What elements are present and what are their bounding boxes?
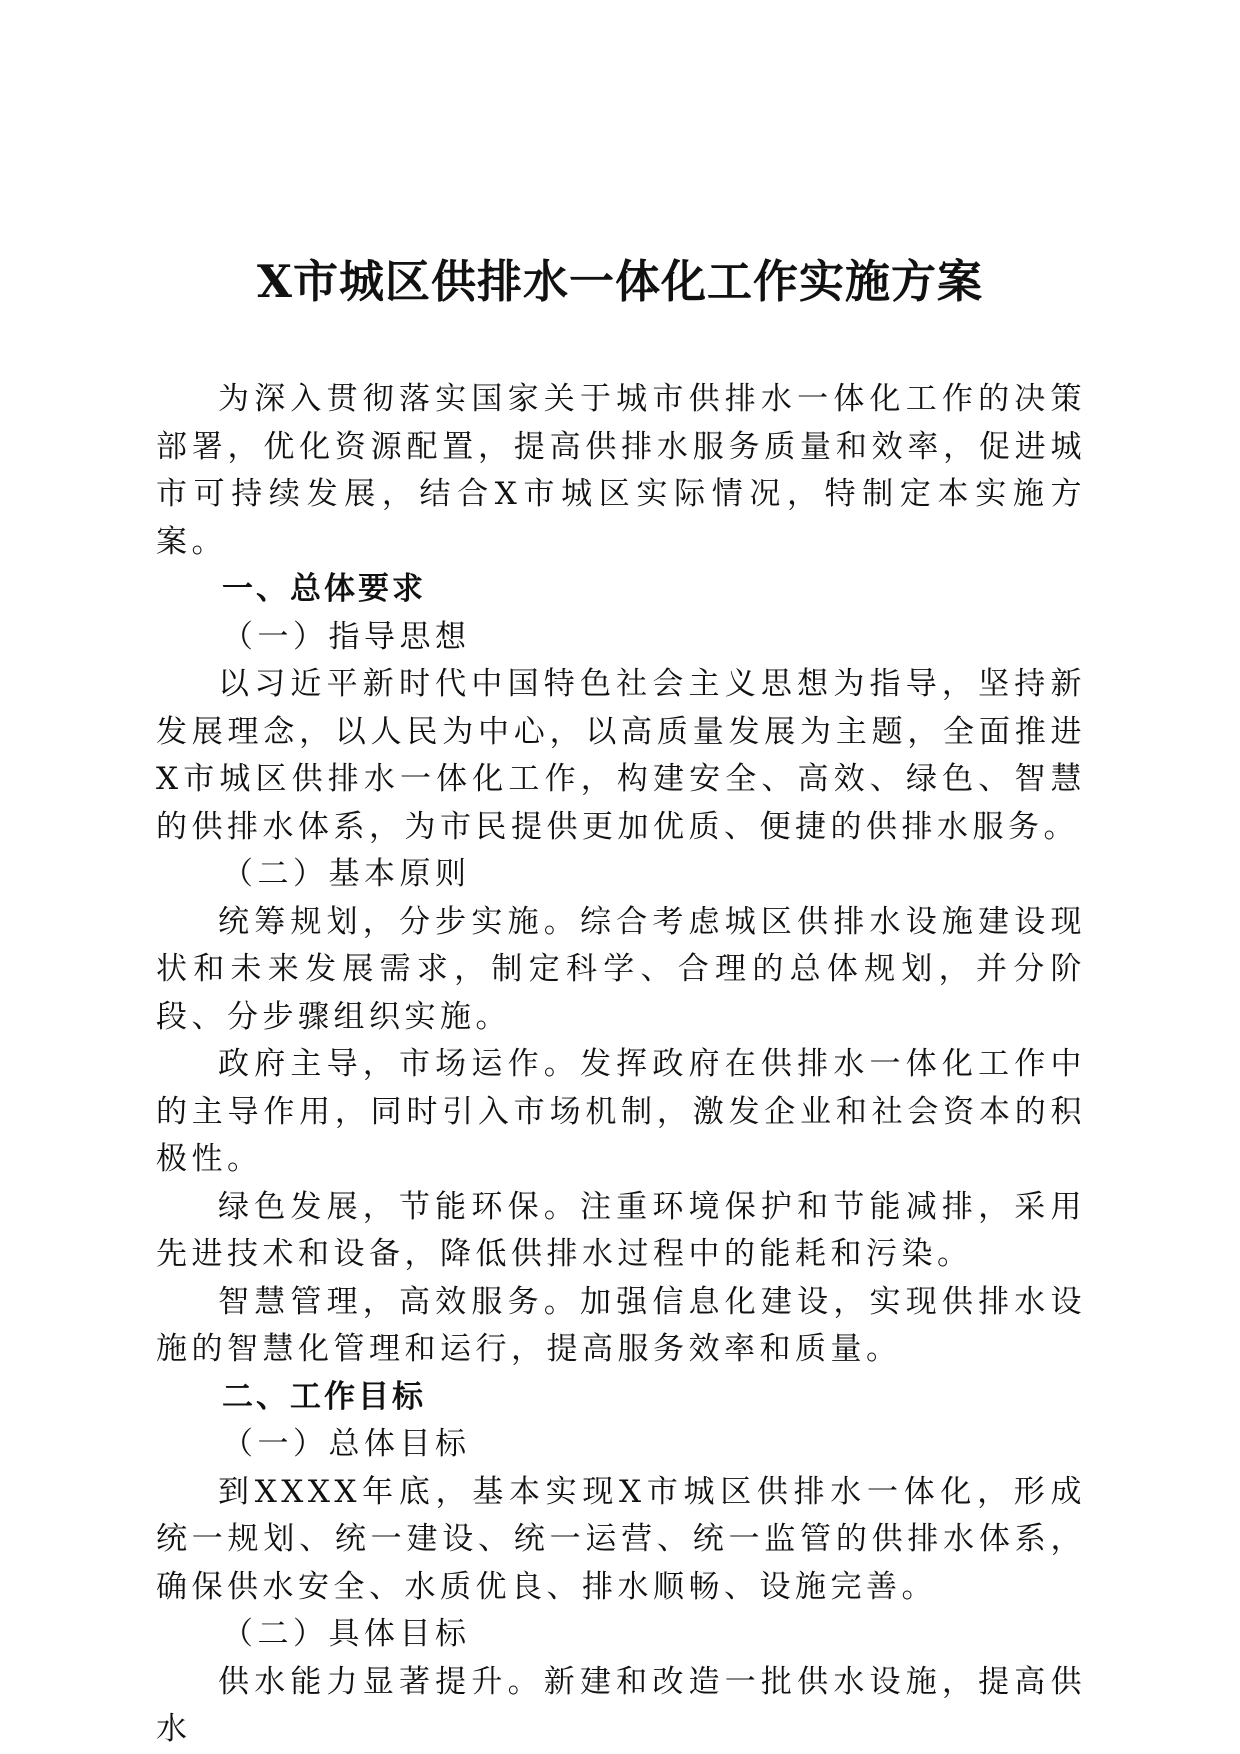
guiding-ideology-paragraph: 以习近平新时代中国特色社会主义思想为指导，坚持新发展理念，以人民为中心，以高质量发展为主题，全面推进X市城区供排水一体化工作，构建安全、高效、绿色、智慧的供排水体系，为市民提供更加优质、便捷的供排水服务。 — [156, 666, 1086, 845]
subsection-heading-specific-goals: （二）具体目标 — [222, 1616, 471, 1652]
document-body — [156, 376, 1086, 1754]
section-heading-overall-requirements: 一、总体要求 — [222, 571, 426, 607]
overall-goal-paragraph: 到XXXX年底，基本实现X市城区供排水一体化，形成统一规划、统一建设、统一运营、统一监管的供排水体系，确保供水安全、水质优良、排水顺畅、设施完善。 — [156, 1473, 1086, 1605]
subsection-heading-guiding-ideology: （一）指导思想 — [222, 618, 471, 655]
section-heading-work-goals: 二、工作目标 — [222, 1378, 426, 1415]
principle-paragraph: 政府主导，市场运作。发挥政府在供排水一体化工作中的主导作用，同时引入市场机制，激发企业和社会资本的积极性。 — [156, 1046, 1086, 1177]
subsection-heading-basic-principles: （二）基本原则 — [222, 856, 471, 892]
subsection-heading-overall-goal: （一）总体目标 — [222, 1426, 471, 1462]
document-title: X市城区供排水一体化工作实施方案 — [257, 255, 983, 308]
specific-goals-paragraph: 供水能力显著提升。新建和改造一批供水设施，提高供水 — [156, 1663, 1086, 1747]
intro-paragraph: 为深入贯彻落实国家关于城市供排水一体化工作的决策部署，优化资源配置，提高供排水服务质量和效率，促进城市可持续发展，结合X市城区实际情况，特制定本实施方案。 — [156, 381, 1086, 560]
principle-paragraph: 智慧管理，高效服务。加强信息化建设，实现供排水设施的智慧化管理和运行，提高服务效率和质量。 — [156, 1283, 1086, 1367]
principle-paragraph: 绿色发展，节能环保。注重环境保护和节能减排，采用先进技术和设备，降低供排水过程中的能耗和污染。 — [156, 1188, 1086, 1272]
principle-paragraph: 统筹规划，分步实施。综合考虑城区供排水设施建设现状和未来发展需求，制定科学、合理的总体规划，并分阶段、分步骤组织实施。 — [156, 903, 1086, 1035]
